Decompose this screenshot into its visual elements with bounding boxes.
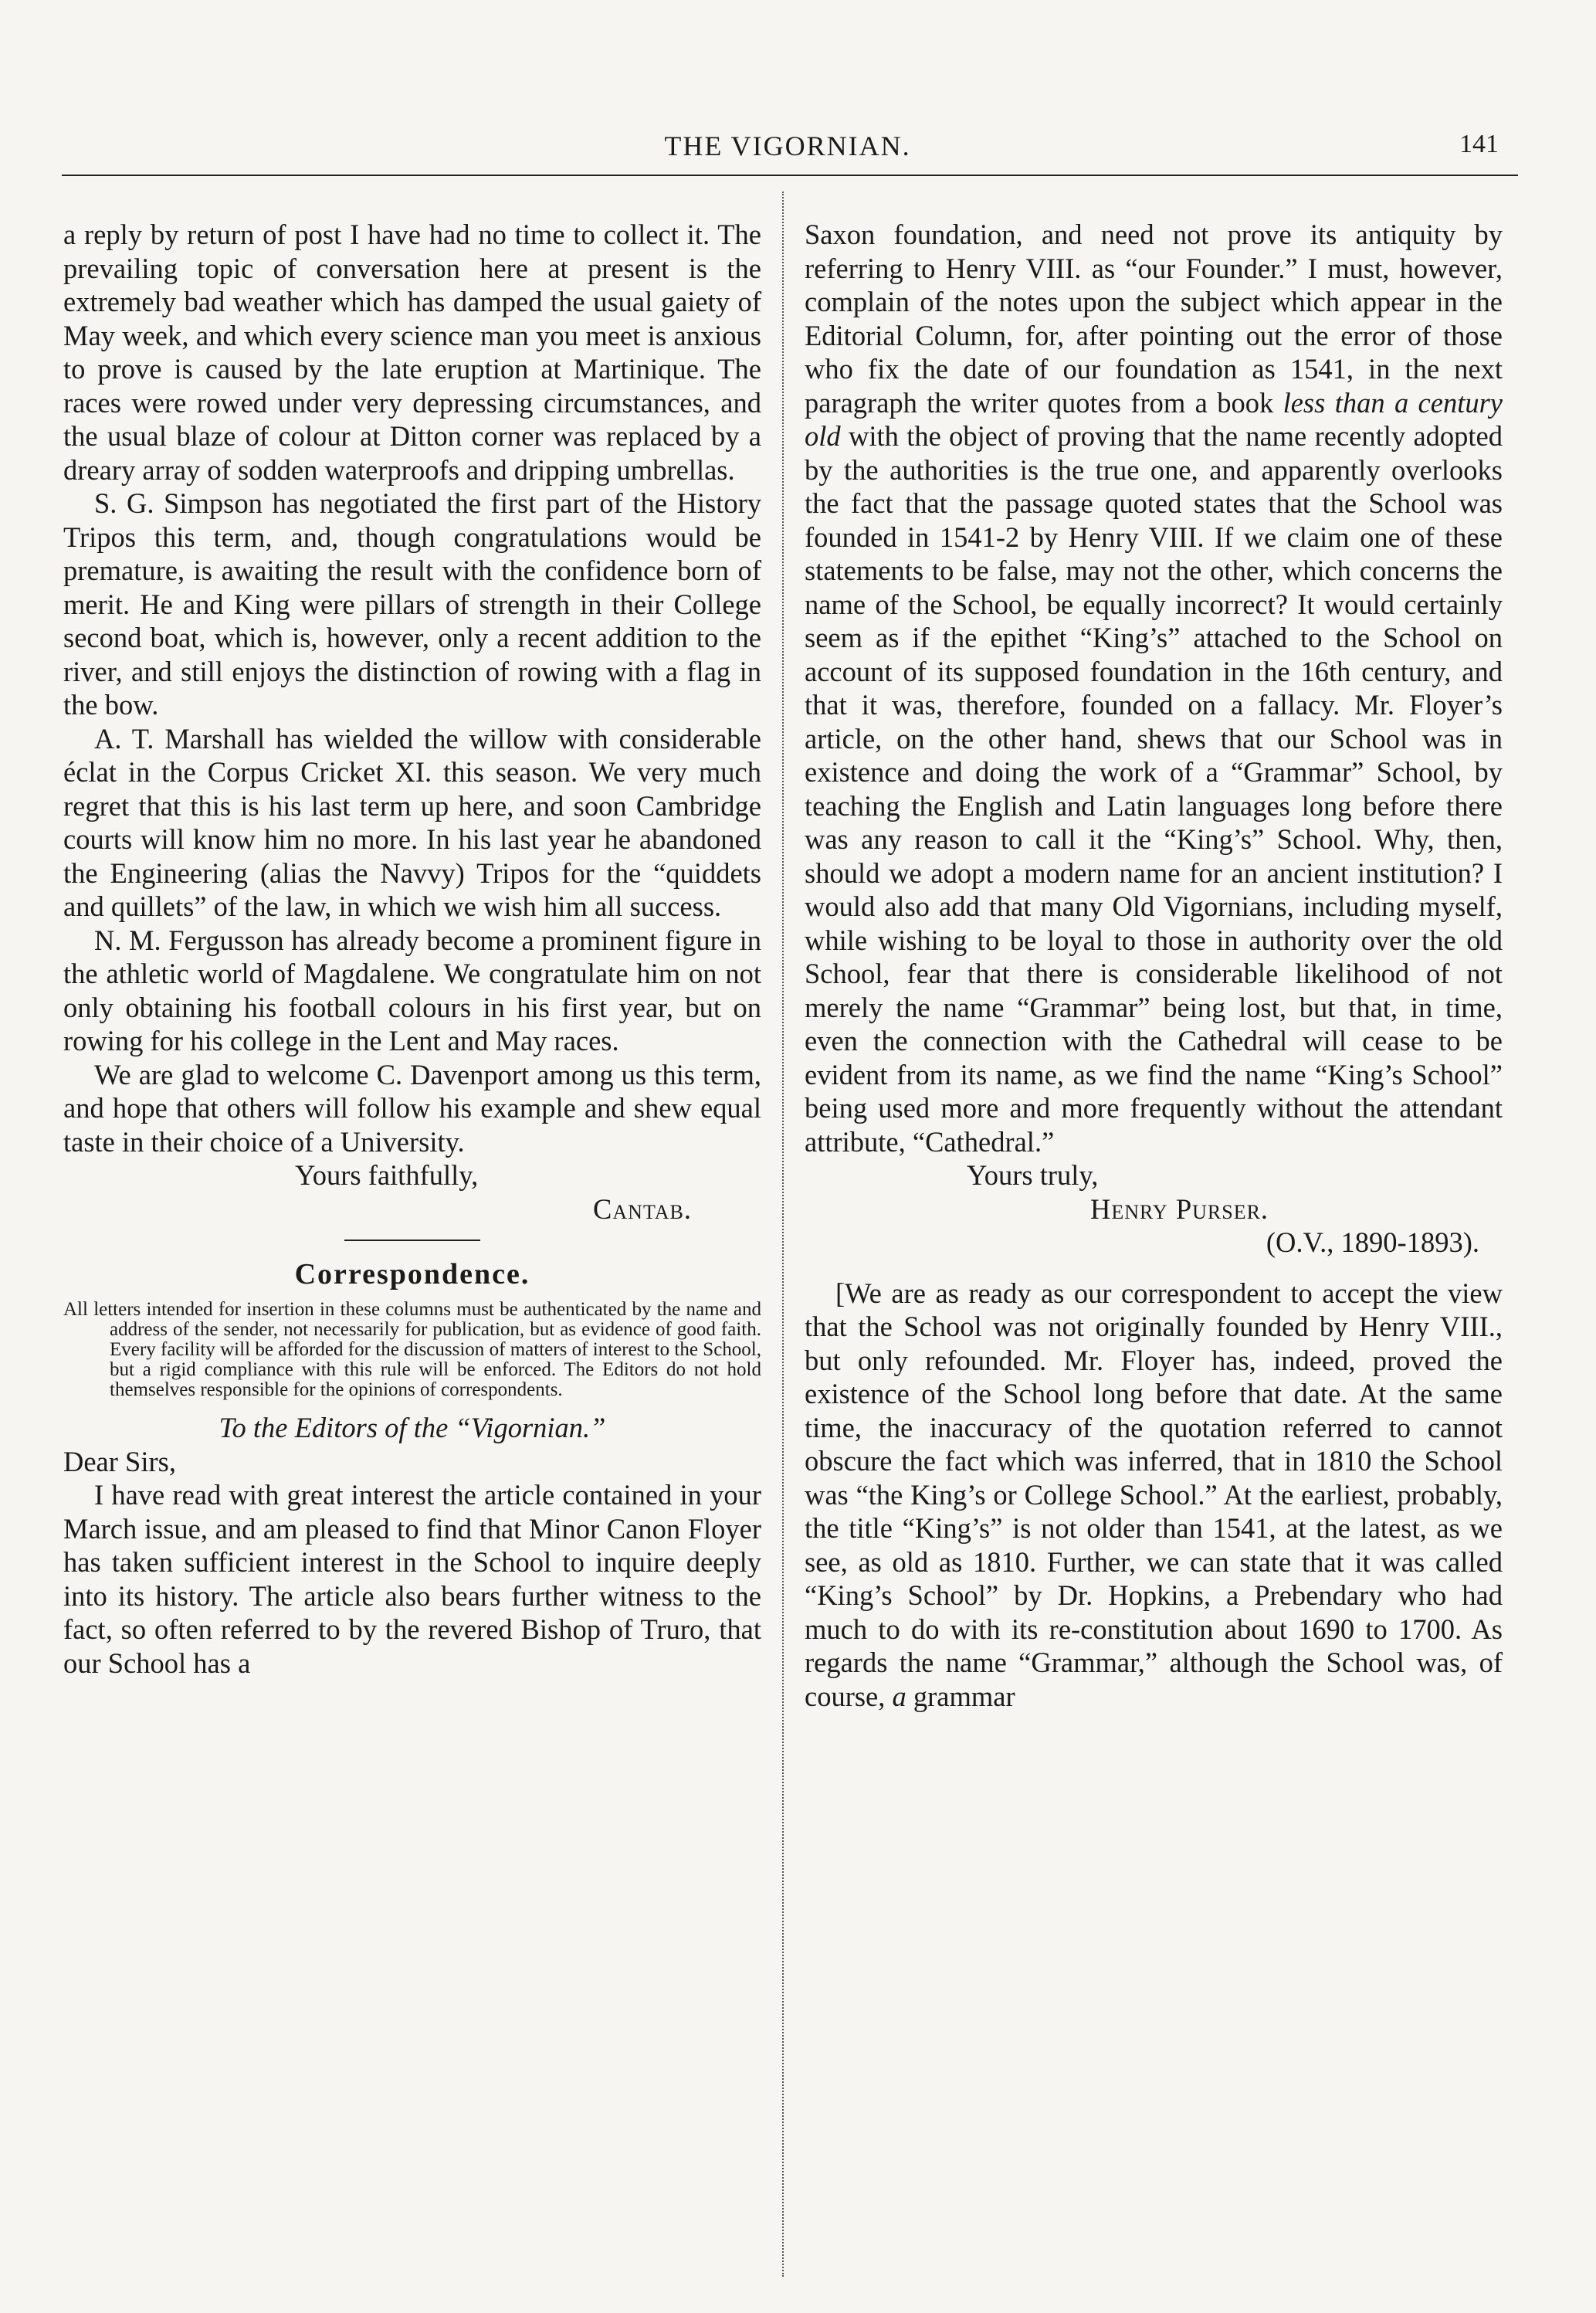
correspondence-notice: All letters intended for insertion in these columns must be authenticated by the name and address of the sender, not necessarily for publication, but as evidence of good faith. Every facility will be afforded for the discussion of matters of interest to the School, but a rigid compliance with this rule will be enforced. The Editors do not hold themselves responsible for the opinions of correspondents. (63, 1299, 761, 1400)
left-column (63, 218, 761, 1680)
editorial-text-a: [We are as ready as our correspondent to accept the view that the School was not originally founded by Henry VIII., but only refounded. Mr. Floyer has, indeed, proved the existence of the School long before that date. At the same time, the inaccuracy of the quotation referred to cannot obscure the fact which was inferred, that in 1810 the School was “the King’s or College School.” At the earliest, probably, the title “King’s” is not older than 1541, at the latest, as we see, as old as 1810. Further, we can state that it was called “King’s School” by Dr. Hopkins, a Prebendary who had much to do with its re-constitution about 1690 to 1700. As regards the name “Grammar,” although the School was, of course, (805, 1277, 1503, 1712)
page-number: 141 (1459, 130, 1499, 158)
section-title: Correspondence. (294, 1258, 530, 1290)
letter-text-a: Saxon foundation, and need not prove its antiquity by referring to Henry VIII. as “our Founder.” I must, however, complain of the notes upon the subject which appear in the Editorial Column, for, after pointing out the error of those who fix the date of our foundation as 1541, in the next paragraph the writer quotes from a book (805, 219, 1503, 419)
paragraph-weather: a reply by return of post I have had no time to collect it. The prevailing topic of conversation here at present is the extremely bad weather which has damped the usual gaiety of May week, and which every science man you meet is anxious to prove is caused by the late eruption at Martinique. The races were rowed under very depressing circumstances, and the usual blaze of colour at Ditton corner was replaced by a dreary array of sodden waterproofs and dripping umbrellas. (63, 219, 761, 486)
letter-closing: Yours faithfully, (295, 1159, 479, 1191)
running-title: THE VIGORNIAN. (664, 131, 911, 161)
editorial-text-b: grammar (913, 1680, 1015, 1712)
paragraph-simpson: S. G. Simpson has negotiated the first part of the History Tripos this term, and, though congratulations would be premature, is awaiting the result with the confidence born of merit. He and King were pillars of strength in their College second boat, which is, however, only a recent addition to the river, and still enjoys the distinction of rowing with a flag in the bow. (63, 487, 761, 721)
paragraph-marshall: A. T. Marshall has wielded the willow with considerable éclat in the Corpus Cricket XI. this season. We very much regret that this is his last term up here, and soon Cambridge courts will know him no more. In his last year he abandoned the Engineering (alias the Navvy) Tripos for the “quiddets and quillets” of the law, in which we wish him all success. (63, 722, 761, 922)
right-column (805, 218, 1503, 1713)
paragraph-davenport: We are glad to welcome C. Davenport among us this term, and hope that others will follow his example and shew equal taste in their choice of a University. (63, 1058, 761, 1158)
letter-continuation (805, 218, 1503, 1158)
italic-phrase: less than a century old (805, 386, 1503, 452)
letter-text-b: with the object of proving that the name recently adopted by the authorities is the true one, and apparently overlooks the fact that the passage quoted states that the School was founded in 1541-2 by Henry VIII. If we claim one of these statements to be false, may not the other, which concerns the name of the School, be equally incorrect? It would certainly seem as if the epithet “King’s” attached to the School on account of its supposed foundation in the 16th century, and that it was, therefore, founded on a fallacy. Mr. Floyer’s article, on the other hand, shews that our School was in existence and doing the work of a “Grammar” School, by teaching the English and Latin languages long before there was any reason to call it the “King’s” School. Why, then, should we adopt a modern name for an ancient institution? I would also add that many Old Vigornians, including myself, while wishing to be loyal to those in authority over the old School, fear that there is considerable likelihood of not merely the name “Grammar” being lost, but that, in time, even the connection with the Cathedral will cease to be evident from its name, as we find the name “King’s School” being used more and more frequently without the attendant attribute, “Cathedral.” (805, 420, 1503, 1158)
header-rule (62, 175, 1518, 176)
column-divider (782, 192, 784, 2277)
signature-detail: (O.V., 1890-1893). (1266, 1226, 1479, 1258)
section-divider (344, 1240, 480, 1241)
salutation: Dear Sirs, (63, 1445, 176, 1477)
letter-signature: Cantab. (593, 1192, 692, 1225)
letter-heading: To the Editors of the “Vigornian.” (219, 1412, 606, 1443)
letter-signature: Henry Purser. (1090, 1192, 1269, 1225)
editorial-reply (805, 1277, 1503, 1714)
paragraph-fergusson: N. M. Fergusson has already become a prominent figure in the athletic world of Magdalene. We congratulate him on not only obtaining his football colours in his first year, but on rowing for his college in the Lent and May races. (63, 924, 761, 1056)
letter-closing: Yours truly, (967, 1159, 1099, 1191)
letter-paragraph: I have read with great interest the article contained in your March issue, and am pleased to find that Minor Canon Floyer has taken sufficient interest in the School to inquire deeply into its history. The article also bears further witness to the fact, so often referred to by the revered Bishop of Truro, that our School has a (63, 1479, 761, 1679)
italic-article: a (892, 1680, 906, 1712)
